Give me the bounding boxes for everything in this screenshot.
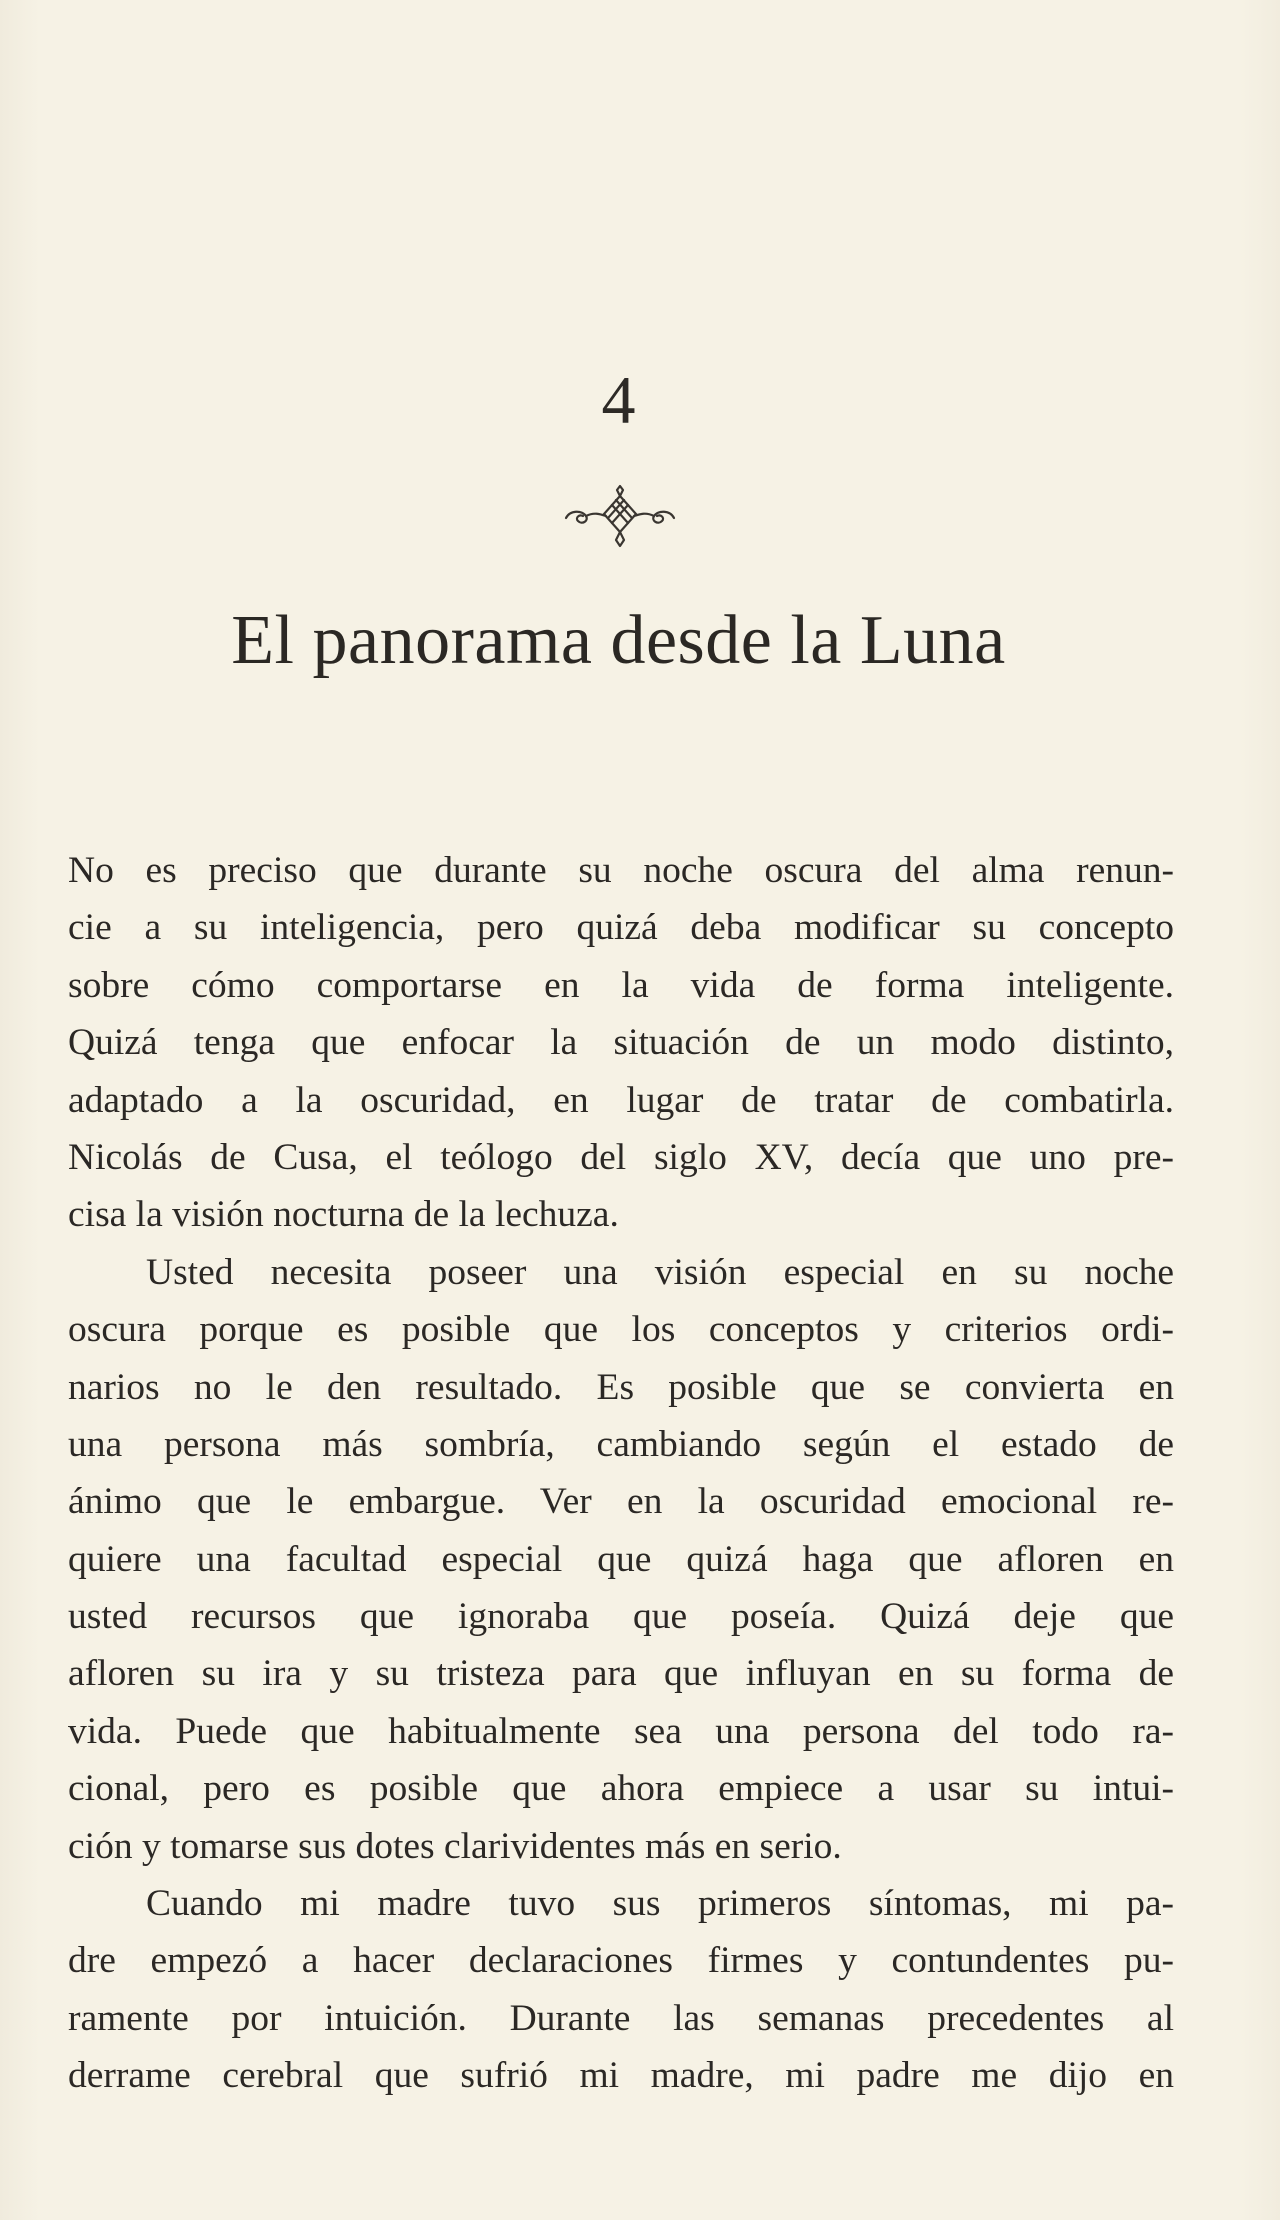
paragraph: [68, 1244, 1174, 1875]
text-line: usted recursos que ignoraba que poseía. Quizá deje que: [68, 1596, 1174, 1638]
chapter-body: [68, 842, 1174, 2105]
text-line: vida. Puede que habitualmente sea una persona del todo ra-: [68, 1710, 1174, 1752]
text-line: cional, pero es posible que ahora empiece a usar su intui-: [68, 1768, 1174, 1810]
text-line: afloren su ira y su tristeza para que influyan en su forma de: [68, 1653, 1174, 1695]
text-line: cisa la visión nocturna de la lechuza.: [68, 1194, 619, 1236]
text-line: derrame cerebral que sufrió mi madre, mi padre me dijo en: [68, 2055, 1174, 2097]
text-line: Cuando mi madre tuvo sus primeros síntomas, mi pa-: [146, 1883, 1174, 1925]
text-line: sobre cómo comportarse en la vida de forma inteligente.: [68, 964, 1174, 1006]
text-line: Usted necesita poseer una visión especial en su noche: [146, 1251, 1174, 1293]
text-line: oscura porque es posible que los conceptos y criterios ordi-: [68, 1309, 1174, 1351]
text-line: ramente por intuición. Durante las semanas precedentes al: [68, 1997, 1174, 2039]
chapter-number: 4: [601, 362, 636, 438]
text-line: ánimo que le embargue. Ver en la oscuridad emocional re-: [68, 1481, 1174, 1523]
text-line: cie a su inteligencia, pero quizá deba modificar su concepto: [68, 907, 1174, 949]
text-line: una persona más sombría, cambiando según el estado de: [68, 1423, 1174, 1465]
chapter-title: El panorama desde la Luna: [231, 602, 1006, 679]
text-line: dre empezó a hacer declaraciones firmes y contundentes pu-: [68, 1940, 1174, 1982]
text-line: ción y tomarse sus dotes clarividentes más en serio.: [68, 1825, 842, 1867]
text-line: quiere una facultad especial que quizá haga que afloren en: [68, 1538, 1174, 1580]
text-line: narios no le den resultado. Es posible que se convierta en: [68, 1366, 1174, 1408]
text-line: adaptado a la oscuridad, en lugar de tratar de combatirla.: [68, 1079, 1174, 1121]
paragraph: [68, 1875, 1174, 2105]
decorative-knot-ornament-icon: [560, 484, 680, 548]
paragraph: [68, 842, 1174, 1244]
text-line: No es preciso que durante su noche oscura del alma renun-: [68, 850, 1174, 891]
text-line: Nicolás de Cusa, el teólogo del siglo XV, decía que uno pre-: [68, 1136, 1174, 1178]
text-line: Quizá tenga que enfocar la situación de un modo distinto,: [68, 1022, 1174, 1064]
